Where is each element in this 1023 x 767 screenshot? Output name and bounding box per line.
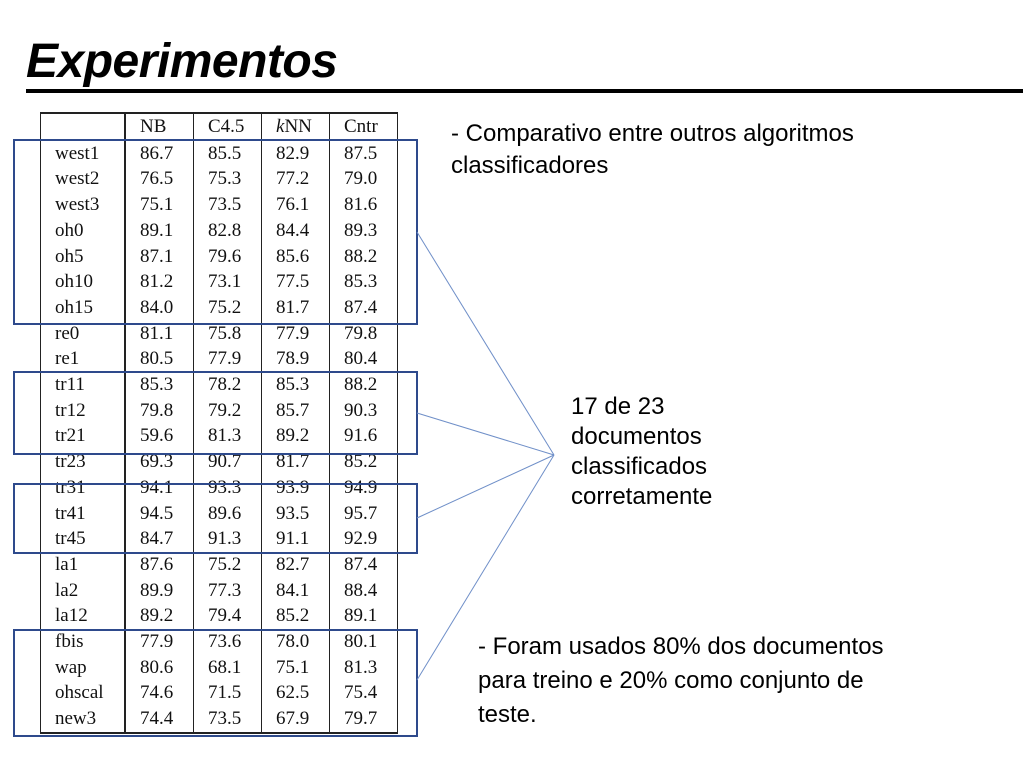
score-cell: 75.2 bbox=[194, 295, 262, 321]
score-cell: 75.1 bbox=[125, 192, 194, 218]
dataset-name-cell: ohscal bbox=[41, 680, 126, 706]
score-cell: 89.1 bbox=[330, 603, 398, 629]
score-cell: 80.4 bbox=[330, 346, 398, 372]
score-cell: 74.4 bbox=[125, 706, 194, 733]
score-cell: 81.7 bbox=[262, 295, 330, 321]
header-nb: NB bbox=[125, 113, 194, 140]
score-cell: 94.1 bbox=[125, 475, 194, 501]
highlight-box-west-oh bbox=[14, 140, 417, 324]
connector-line-3 bbox=[417, 455, 554, 518]
score-cell: 82.8 bbox=[194, 218, 262, 244]
header-c45: C4.5 bbox=[194, 113, 262, 140]
score-cell: 85.2 bbox=[262, 603, 330, 629]
score-cell: 89.2 bbox=[262, 423, 330, 449]
score-cell: 87.5 bbox=[330, 140, 398, 166]
score-cell: 75.8 bbox=[194, 321, 262, 347]
highlight-box-tr11-tr21 bbox=[14, 372, 417, 454]
score-cell: 86.7 bbox=[125, 140, 194, 166]
dataset-name-cell: la2 bbox=[41, 578, 126, 604]
dataset-name-cell: west2 bbox=[41, 166, 126, 192]
dataset-name-cell: tr23 bbox=[41, 449, 126, 475]
score-cell: 77.9 bbox=[125, 629, 194, 655]
score-cell: 77.5 bbox=[262, 269, 330, 295]
dataset-name-cell: oh5 bbox=[41, 244, 126, 270]
score-cell: 78.9 bbox=[262, 346, 330, 372]
dataset-name-cell: oh10 bbox=[41, 269, 126, 295]
header-cntr: Cntr bbox=[330, 113, 398, 140]
score-cell: 81.1 bbox=[125, 321, 194, 347]
score-cell: 85.2 bbox=[330, 449, 398, 475]
score-cell: 87.6 bbox=[125, 552, 194, 578]
score-cell: 78.2 bbox=[194, 372, 262, 398]
score-cell: 59.6 bbox=[125, 423, 194, 449]
score-cell: 76.5 bbox=[125, 166, 194, 192]
score-cell: 76.1 bbox=[262, 192, 330, 218]
dataset-name-cell: tr11 bbox=[41, 372, 126, 398]
score-cell: 68.1 bbox=[194, 655, 262, 681]
note-comparativo: - Comparativo entre outros algoritmos classificadores bbox=[451, 120, 854, 179]
score-cell: 84.0 bbox=[125, 295, 194, 321]
score-cell: 84.1 bbox=[262, 578, 330, 604]
score-cell: 80.1 bbox=[330, 629, 398, 655]
score-cell: 87.4 bbox=[330, 295, 398, 321]
slide-title: Experimentos bbox=[26, 35, 338, 88]
score-cell: 87.1 bbox=[125, 244, 194, 270]
dataset-name-cell: wap bbox=[41, 655, 126, 681]
score-cell: 79.8 bbox=[125, 398, 194, 424]
score-cell: 79.8 bbox=[330, 321, 398, 347]
score-cell: 85.3 bbox=[330, 269, 398, 295]
score-cell: 69.3 bbox=[125, 449, 194, 475]
dataset-name-cell: oh15 bbox=[41, 295, 126, 321]
score-cell: 77.9 bbox=[194, 346, 262, 372]
score-cell: 77.3 bbox=[194, 578, 262, 604]
note-resultado-line3: classificados bbox=[571, 453, 708, 480]
score-cell: 85.6 bbox=[262, 244, 330, 270]
score-cell: 81.7 bbox=[262, 449, 330, 475]
score-cell: 77.2 bbox=[262, 166, 330, 192]
highlight-box-tr31-tr45 bbox=[14, 484, 417, 553]
score-cell: 89.6 bbox=[194, 501, 262, 527]
score-cell: 93.5 bbox=[262, 501, 330, 527]
score-cell: 95.7 bbox=[330, 501, 398, 527]
score-cell: 92.9 bbox=[330, 526, 398, 552]
dataset-name-cell: west3 bbox=[41, 192, 126, 218]
score-cell: 82.9 bbox=[262, 140, 330, 166]
score-cell: 85.3 bbox=[125, 372, 194, 398]
note-resultado-line2: documentos bbox=[571, 423, 702, 450]
score-cell: 81.3 bbox=[194, 423, 262, 449]
score-cell: 89.9 bbox=[125, 578, 194, 604]
score-cell: 79.2 bbox=[194, 398, 262, 424]
score-cell: 75.4 bbox=[330, 680, 398, 706]
score-cell: 90.7 bbox=[194, 449, 262, 475]
highlight-box-fbis-new3 bbox=[14, 630, 417, 736]
score-cell: 78.0 bbox=[262, 629, 330, 655]
dataset-name-cell: tr21 bbox=[41, 423, 126, 449]
header-knn: kNN bbox=[262, 113, 330, 140]
score-cell: 91.6 bbox=[330, 423, 398, 449]
dataset-name-cell: tr12 bbox=[41, 398, 126, 424]
score-cell: 74.6 bbox=[125, 680, 194, 706]
score-cell: 89.2 bbox=[125, 603, 194, 629]
score-cell: 81.3 bbox=[330, 655, 398, 681]
note-metodo: - Foram usados 80% dos documentos para treino e 20% como conjunto de teste. bbox=[478, 633, 884, 728]
note-resultado-line4: corretamente bbox=[571, 483, 713, 510]
connector-line-2 bbox=[417, 413, 554, 455]
dataset-name-cell: tr31 bbox=[41, 475, 126, 501]
note-resultado bbox=[571, 392, 771, 512]
score-cell: 93.3 bbox=[194, 475, 262, 501]
score-cell: 73.6 bbox=[194, 629, 262, 655]
score-cell: 88.2 bbox=[330, 244, 398, 270]
score-cell: 94.5 bbox=[125, 501, 194, 527]
dataset-name-cell: tr41 bbox=[41, 501, 126, 527]
score-cell: 87.4 bbox=[330, 552, 398, 578]
dataset-name-cell: la1 bbox=[41, 552, 126, 578]
dataset-name-cell: fbis bbox=[41, 629, 126, 655]
note-resultado-line1: 17 de 23 bbox=[571, 393, 665, 420]
score-cell: 79.6 bbox=[194, 244, 262, 270]
score-cell: 80.5 bbox=[125, 346, 194, 372]
score-cell: 82.7 bbox=[262, 552, 330, 578]
score-cell: 75.3 bbox=[194, 166, 262, 192]
score-cell: 89.1 bbox=[125, 218, 194, 244]
dataset-name-cell: tr45 bbox=[41, 526, 126, 552]
score-cell: 73.1 bbox=[194, 269, 262, 295]
score-cell: 88.4 bbox=[330, 578, 398, 604]
score-cell: 93.9 bbox=[262, 475, 330, 501]
score-cell: 67.9 bbox=[262, 706, 330, 733]
score-cell: 85.3 bbox=[262, 372, 330, 398]
dataset-name-cell: west1 bbox=[41, 140, 126, 166]
score-cell: 88.2 bbox=[330, 372, 398, 398]
score-cell: 79.7 bbox=[330, 706, 398, 733]
score-cell: 62.5 bbox=[262, 680, 330, 706]
score-cell: 73.5 bbox=[194, 706, 262, 733]
dataset-name-cell: new3 bbox=[41, 706, 126, 733]
score-cell: 81.2 bbox=[125, 269, 194, 295]
score-cell: 71.5 bbox=[194, 680, 262, 706]
score-cell: 85.5 bbox=[194, 140, 262, 166]
score-cell: 84.4 bbox=[262, 218, 330, 244]
score-cell: 79.0 bbox=[330, 166, 398, 192]
score-cell: 85.7 bbox=[262, 398, 330, 424]
dataset-name-cell: re0 bbox=[41, 321, 126, 347]
score-cell: 79.4 bbox=[194, 603, 262, 629]
connector-line-1 bbox=[417, 232, 554, 455]
score-cell: 81.6 bbox=[330, 192, 398, 218]
score-cell: 75.1 bbox=[262, 655, 330, 681]
score-cell: 90.3 bbox=[330, 398, 398, 424]
dataset-name-cell: la12 bbox=[41, 603, 126, 629]
dataset-name-cell: re1 bbox=[41, 346, 126, 372]
score-cell: 80.6 bbox=[125, 655, 194, 681]
score-cell: 73.5 bbox=[194, 192, 262, 218]
score-cell: 89.3 bbox=[330, 218, 398, 244]
score-cell: 91.1 bbox=[262, 526, 330, 552]
score-cell: 94.9 bbox=[330, 475, 398, 501]
score-cell: 91.3 bbox=[194, 526, 262, 552]
dataset-name-cell: oh0 bbox=[41, 218, 126, 244]
score-cell: 77.9 bbox=[262, 321, 330, 347]
score-cell: 84.7 bbox=[125, 526, 194, 552]
score-cell: 75.2 bbox=[194, 552, 262, 578]
